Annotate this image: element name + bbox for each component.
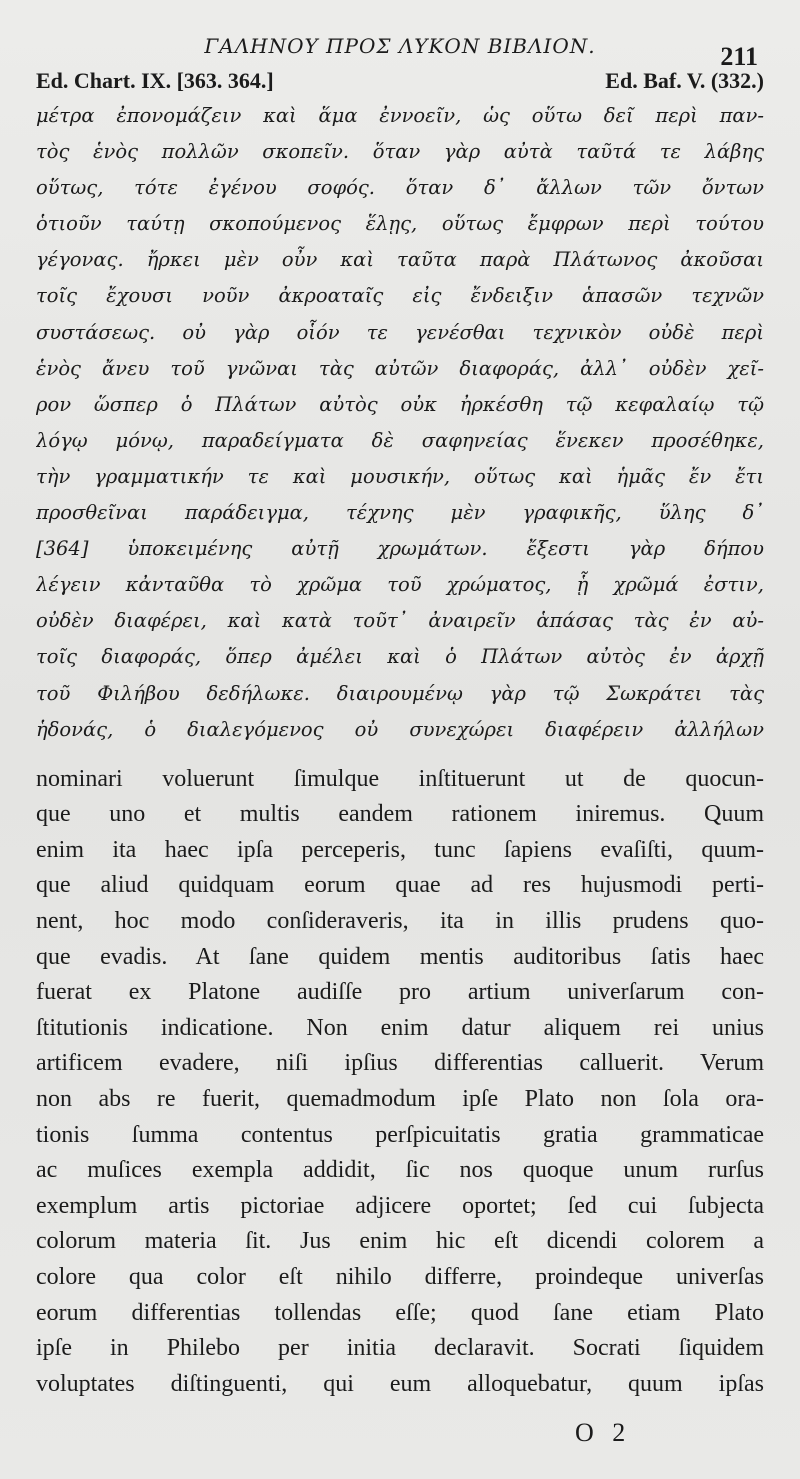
greek-line: ἡδονάς, ὁ διαλεγόμενος οὐ συνεχώρει διαφέρειν ἀλλήλων — [36, 717, 764, 741]
greek-line: λέγειν κἀνταῦθα τὸ χρῶμα τοῦ χρώματος, ᾗ χρῶμά ἐστιν, — [36, 573, 764, 597]
greek-line: γέγονας. ἤρκει μὲν οὖν καὶ ταῦτα παρὰ Πλάτωνος ἀκοῦσαι — [36, 248, 764, 272]
latin-line: exemplum artis pictoriae adjicere oportet; ſed cui ſubjecta — [36, 1192, 764, 1219]
latin-line: voluptates diſtinguenti, qui eum alloquebatur, quum ipſas — [36, 1370, 764, 1397]
running-title: ΓΑΛΗΝΟΥ ΠΡΟΣ ΛΥΚΟΝ ΒΙΒΛΙΟΝ. — [204, 34, 596, 58]
latin-line: tionis ſumma contentus perſpicuitatis gratia grammaticae — [36, 1121, 764, 1148]
latin-line: artificem evadere, niſi ipſius differentias calluerit. Verum — [36, 1050, 764, 1077]
greek-line: οὕτως, τότε ἐγένου σοφός. ὅταν δ᾽ ἄλλων τῶν ὄντων — [36, 176, 764, 200]
greek-line: μέτρα ἐπονομάζειν καὶ ἅμα ἐννοεῖν, ὡς οὕτω δεῖ περὶ παν- — [36, 104, 764, 127]
page-number: 211 — [720, 42, 758, 71]
greek-text-block — [36, 98, 764, 748]
latin-line: que uno et multis eandem rationem iniremus. Quum — [36, 801, 764, 828]
latin-line: enim ita haec ipſa perceperis, tunc ſapiens evaſiſti, quum- — [36, 836, 764, 863]
latin-line: nent, hoc modo conſideraveris, ita in illis prudens quo- — [36, 908, 764, 935]
latin-text-block — [36, 762, 764, 1403]
greek-line: ἑνὸς ἄνευ τοῦ γνῶναι τὰς αὐτῶν διαφοράς, ἀλλ᾽ οὐδὲν χεῖ- — [36, 356, 764, 380]
latin-line: colorum materia ſit. Jus enim hic eſt dicendi colorem a — [36, 1228, 764, 1255]
latin-line: ſtitutionis indicatione. Non enim datur aliquem rei unius — [36, 1014, 764, 1041]
latin-line: ipſe in Philebo per initia declaravit. Socrati ſiquidem — [36, 1335, 764, 1362]
greek-line: ρον ὥσπερ ὁ Πλάτων αὐτὸς οὐκ ἠρκέσθη τῷ κεφαλαίῳ τῷ — [36, 392, 764, 416]
greek-line: τὴν γραμματικήν τε καὶ μουσικήν, οὕτως καὶ ἡμᾶς ἔν ἔτι — [36, 464, 764, 488]
latin-line: eorum differentias tollendas eſſe; quod ſane etiam Plato — [36, 1299, 764, 1326]
greek-line: προσθεῖναι παράδειγμα, τέχνης μὲν γραφικῆς, ὕλης δ᾽ — [36, 501, 764, 525]
edition-basel-reference: Ed. Baf. V. (332.) — [605, 68, 764, 93]
greek-line: λόγῳ μόνῳ, παραδείγματα δὲ σαφηνείας ἕνεκεν προσέθηκε, — [36, 428, 764, 452]
greek-line: τοῖς ἔχουσι νοῦν ἀκροαταῖς εἰς ἔνδειξιν ἁπασῶν τεχνῶν — [36, 284, 764, 308]
latin-line: nominari voluerunt ſimulque inſtituerunt ut de quocun- — [36, 765, 764, 792]
latin-line: que evadis. At ſane quidem mentis auditoribus ſatis haec — [36, 943, 764, 970]
latin-line: ac muſices exempla addidit, ſic nos quoque unum rurſus — [36, 1157, 764, 1184]
greek-line: ὁτιοῦν ταύτῃ σκοπούμενος ἕλῃς, οὕτως ἔμφρων περὶ τούτου — [36, 212, 764, 236]
latin-line: non abs re fuerit, quemadmodum ipſe Plato non ſola ora- — [36, 1086, 764, 1113]
greek-line: τὸς ἑνὸς πολλῶν σκοπεῖν. ὅταν γὰρ αὐτὰ ταῦτά τε λάβης — [36, 140, 764, 164]
greek-line: οὐδὲν διαφέρει, καὶ κατὰ τοῦτ᾽ ἀναιρεῖν ἁπάσας τὰς ἐν αὐ- — [36, 609, 764, 633]
running-head — [36, 30, 764, 71]
signature-mark: O 2 — [575, 1418, 632, 1447]
edition-chart-reference: Ed. Chart. IX. [363. 364.] — [36, 68, 274, 93]
edition-line — [36, 68, 764, 98]
greek-line: συστάσεως. οὐ γὰρ οἷόν τε γενέσθαι τεχνικὸν οὐδὲ περὶ — [36, 320, 764, 344]
greek-line: τοῖς διαφοράς, ὅπερ ἀμέλει καὶ ὁ Πλάτων αὐτὸς ἐν ἀρχῇ — [36, 645, 764, 669]
latin-line: que aliud quidquam eorum quae ad res hujusmodi perti- — [36, 872, 764, 899]
latin-line: colore qua color eſt nihilo differre, proindeque univerſas — [36, 1264, 764, 1290]
latin-line: fuerat ex Platone audiſſe pro artium univerſarum con- — [36, 979, 764, 1006]
greek-line: [364] ὑποκειμένης αὐτῇ χρωμάτων. ἔξεστι γὰρ δήπου — [36, 537, 764, 561]
greek-line: τοῦ Φιλήβου δεδήλωκε. διαιρουμένῳ γὰρ τῷ Σωκράτει τὰς — [36, 681, 764, 705]
